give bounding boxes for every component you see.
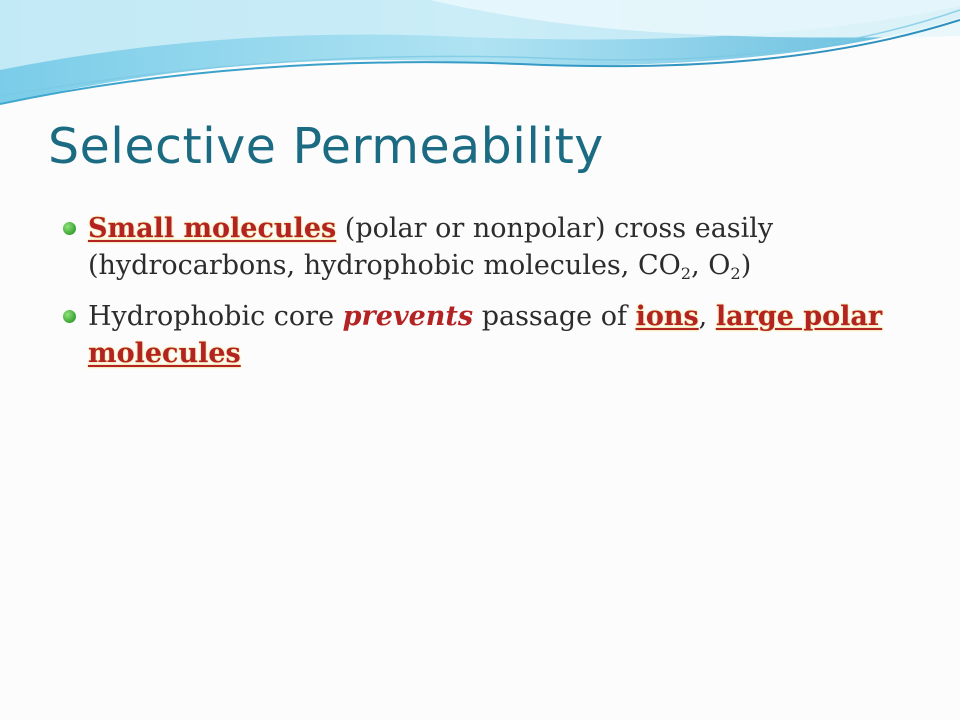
bullet-item-hydrophobic-core: [63, 298, 923, 372]
subscript: 2: [680, 264, 692, 283]
slide-title: Selective Permeability: [48, 118, 604, 175]
bullet-text: (polar or nonpolar) cross easily (hydrocarbons, hydrophobic molecules, CO: [88, 213, 774, 281]
subscript: 2: [730, 264, 741, 283]
bullet-text: , O: [691, 250, 731, 281]
bullet-list: [63, 210, 923, 386]
highlight-small-molecules: Small molecules: [88, 213, 337, 244]
highlight-large-polar-molecules: large polar molecules: [88, 301, 883, 369]
decorative-wave-header: [0, 0, 960, 120]
emphasis-prevents: prevents: [342, 301, 474, 332]
bullet-text: ,: [698, 301, 716, 332]
bullet-dot-icon: [63, 222, 76, 235]
bullet-text: Hydrophobic core: [88, 301, 343, 332]
bullet-text: passage of: [473, 301, 636, 332]
bullet-text: ): [740, 250, 752, 281]
bullet-dot-icon: [63, 310, 76, 323]
bullet-item-small-molecules: [63, 210, 923, 284]
highlight-ions: ions: [635, 301, 699, 332]
